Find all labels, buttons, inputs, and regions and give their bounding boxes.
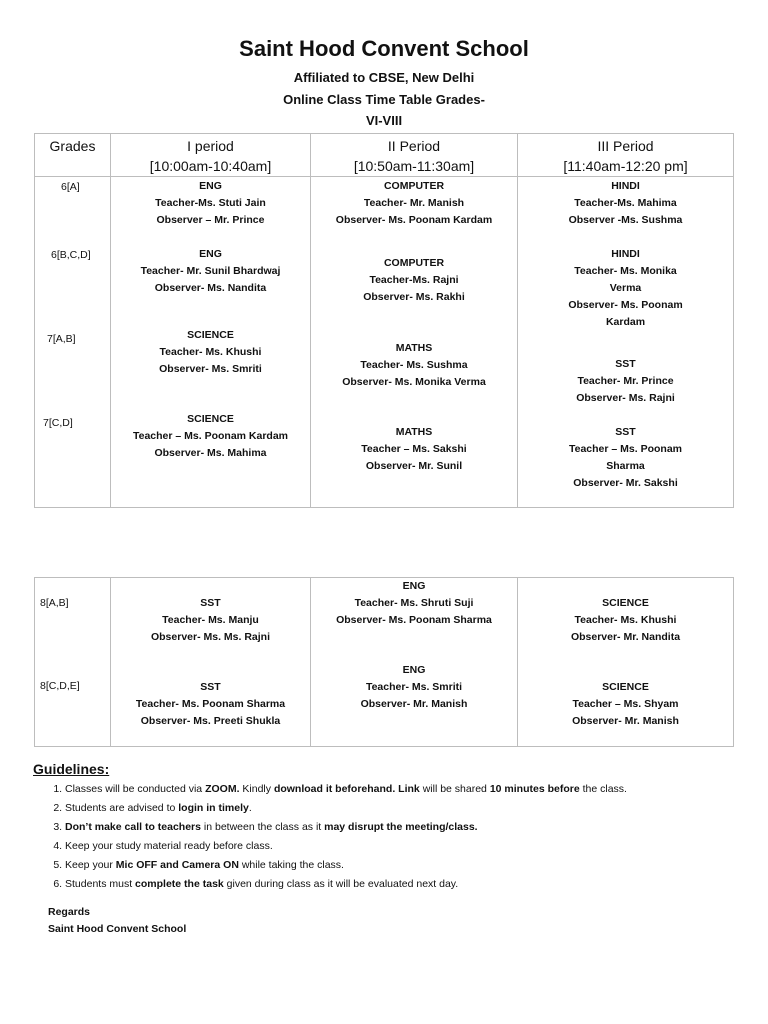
guideline-item: 4. Keep your study material ready before class. (65, 837, 765, 856)
guidelines-list (30, 780, 765, 894)
class-entry: HINDI Teacher-Ms. Mahima Observer -Ms. Sushma (568, 180, 683, 226)
class-entry: ENG Teacher- Ms. Smriti Observer- Mr. Manish (360, 664, 468, 710)
period-1-column (111, 578, 311, 747)
grades-header: Grades (35, 134, 111, 177)
guideline-item: 3. Don’t make call to teachers in between the class as it may disrupt the meeting/class. (65, 818, 765, 837)
grade-label: 8[C,D,E] (40, 680, 80, 692)
class-entry: MATHS Teacher- Ms. Sushma Observer- Ms. Monika Verma (342, 342, 486, 388)
class-entry: SCIENCE Teacher – Ms. Shyam Observer- Mr. Manish (572, 681, 679, 727)
grade-label: 6[B,C,D] (51, 249, 91, 261)
period-3-column (518, 177, 734, 508)
grades-range: VI-VIII (365, 113, 403, 128)
grades-column (35, 578, 111, 747)
period-2-column (311, 578, 518, 747)
class-entry: COMPUTER Teacher- Mr. Manish Observer- Ms. Poonam Kardam (335, 180, 493, 226)
class-entry: ENG Teacher-Ms. Stuti Jain Observer – Mr. Prince (155, 180, 266, 226)
affiliation: Affiliated to CBSE, New Delhi (293, 70, 475, 85)
period-2-header: II Period [10:50am-11:30am] (311, 134, 518, 177)
timetable-grades-6-7 (34, 133, 734, 508)
period-2-column (311, 177, 518, 508)
guidelines-heading: Guidelines: (33, 761, 110, 777)
guideline-item: 2. Students are advised to login in timely. (65, 799, 765, 818)
class-entry: SST Teacher- Mr. Prince Observer- Ms. Rajni (576, 358, 675, 404)
class-entry: SST Teacher- Ms. Manju Observer- Ms. Ms. Rajni (150, 597, 271, 643)
grade-label: 8[A,B] (40, 597, 69, 609)
grade-label: 6[A] (61, 181, 80, 193)
period-1-header: I period [10:00am-10:40am] (111, 134, 311, 177)
guideline-item: 6. Students must complete the task given during class as it will be evaluated next day. (65, 875, 765, 894)
signature-text: Saint Hood Convent School (48, 923, 187, 935)
period-1-column (111, 177, 311, 508)
period-3-column (518, 578, 734, 747)
class-entry: COMPUTER Teacher-Ms. Rajni Observer- Ms. Rakhi (363, 257, 465, 303)
timetable-title: Online Class Time Table Grades- (283, 92, 485, 107)
class-entry: ENG Teacher- Ms. Shruti Suji Observer- Ms. Poonam Sharma (336, 580, 492, 626)
school-title: Saint Hood Convent School (239, 36, 529, 61)
guideline-item: 5. Keep your Mic OFF and Camera ON while taking the class. (65, 856, 765, 875)
grade-label: 7[A,B] (47, 333, 76, 345)
timetable-grade-8 (34, 577, 734, 747)
grade-label: 7[C,D] (43, 417, 73, 429)
class-entry: SCIENCE Teacher- Ms. Khushi Observer- Mr. Nandita (570, 597, 681, 643)
class-entry: SST Teacher – Ms. Poonam Sharma Observer- Mr. Sakshi (568, 426, 682, 489)
period-3-header: III Period [11:40am-12:20 pm] (518, 134, 734, 177)
guideline-item: 1. Classes will be conducted via ZOOM. Kindly download it beforehand. Link will be shared 10 minutes before the class. (65, 780, 765, 799)
class-entry: HINDI Teacher- Ms. Monika Verma Observer- Ms. Poonam Kardam (568, 248, 683, 328)
class-entry: SCIENCE Teacher- Ms. Khushi Observer- Ms. Smriti (159, 329, 262, 375)
class-entry: SST Teacher- Ms. Poonam Sharma Observer- Ms. Preeti Shukla (135, 681, 286, 727)
class-entry: SCIENCE Teacher – Ms. Poonam Kardam Observer- Ms. Mahima (132, 413, 289, 459)
grades-column (35, 177, 111, 508)
class-entry: MATHS Teacher – Ms. Sakshi Observer- Mr. Sunil (361, 426, 467, 472)
regards-text: Regards (48, 906, 91, 918)
class-entry: ENG Teacher- Mr. Sunil Bhardwaj Observer- Ms. Nandita (140, 248, 281, 294)
